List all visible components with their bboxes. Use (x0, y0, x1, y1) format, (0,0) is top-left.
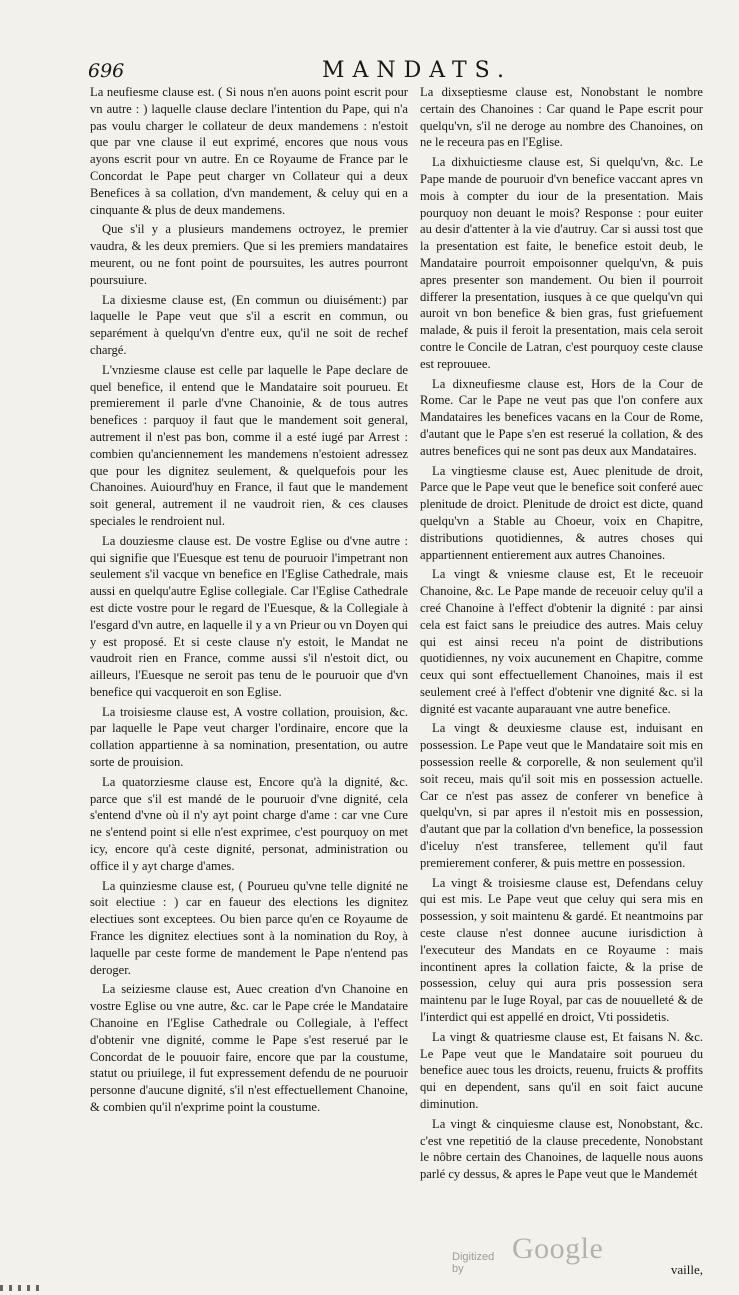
paragraph: La dixseptiesme clause est, Nonobstant le nombre certain des Chanoines : Car quand le Pape escrit pour quelqu'vn, s'il ne deroge au nombre des Chanoines, on ne le receura pas en l'Eglise. (420, 85, 703, 150)
left-column (90, 84, 408, 1119)
google-logo: Google (512, 1232, 604, 1265)
paragraph: L'vnziesme clause est celle par laquelle le Pape declare de quel benefice, il entend que le Mandataire soit pourueu. Et premierement il parle d'vne Chanoinie, & de tous autres benefices : parquoy il faut que le mandement soit general, autrement il n'est pas bon, comme il a esté iugé par Arrest : combien qu'anciennement les mandemens n'estoient adressez que pour les dignitez seulement, & quelquefois pour les Chanoines. Auiourd'huy en France, il faut que le mandement soit general, autrement il ne vaudroit rien, & ces clauses speciales le rendroient nul. (90, 362, 408, 528)
paragraph: La dixhuictiesme clause est, Si quelqu'vn, &c. Le Pape mande de pouruoir d'vn benefice vaccant apres vn mois à compter du iour de la presentation. Mais pourquoy non deuant le mois? Response : pour euiter au desir d'attenter à la vie d'autruy. Car si aussi tost que la presentation est faite, le benefice estoit deub, le Mandataire pourroit empoisonner quelqu'vn, & puis apres presenter son mandement. Ou bien il pourroit differer la presentation, iusques à ce que quelqu'vn qui auroit vn bon benefice & bien gras, fust griefuement malade, & puis il feroit la presentation, mais cela seroit contre le Concile de Latran, c'est pourquoy ceste clause est reprouuee. (420, 155, 703, 371)
paragraph: La quinziesme clause est, ( Pourueu qu'vne telle dignité ne soit electiue : ) car en faueur des elections les dignitez electiues sont exceptees. Ou bien parce qu'en ce Royaume de France les dignitez electiues sont à la nomination du Roy, à laquelle par ceste forme de mandement le Pape n'entend pas deroger. (90, 878, 408, 977)
paragraph: La quatorziesme clause est, Encore qu'à la dignité, &c. parce que s'il est mandé de le pouruoir d'vne dignité, cela s'entend d'vne où il n'y ayt point charge d'ame : car vne Cure ne s'entend point si elle n'est exprimee, c'est pourquoy on met icy, encore qu'à ceste dignité, personat, administration ou office il y ayt charge d'ames. (90, 774, 408, 873)
paragraph: La vingt & vniesme clause est, Et le receuoir Chanoine, &c. Le Pape mande de receuoir celuy qu'il a creé Chanoine à l'effect d'obtenir la dignité : par ainsi cela est faict sans le preiudice des autres. Mais celuy qui est ainsi receu n'a point de distributions quotidiennes, ny voix aucunement en Chapitre, comme ceux qui sont effectuellement Chanoines, mais il est seulement creé à l'effect d'obtenir vne dignité &c. si la dignité est vacante auparauant vne autre benefice. (420, 567, 703, 716)
paragraph: La troisiesme clause est, A vostre collation, prouision, &c. par laquelle le Pape veut charger l'ordinaire, encore que la collation appartienne à sa nomination, presentation, ou autre sorte de prouision. (90, 704, 408, 770)
paragraph: La vingt & deuxiesme clause est, induisant en possession. Le Pape veut que le Mandataire soit mis en possession reelle & corporelle, & non seulement qu'il soit receu, mais qu'il soit mis en possession actuelle. Car ce n'est pas assez de conferer vn benefice à quelqu'vn, si par apres il n'estoit mis en possession, d'autant que par la collation d'vn benefice, la possession d'iceluy n'est transferee, tellement qu'il faut premierement conferer, & puis mettre en possession. (420, 721, 703, 870)
running-head: MANDATS. (322, 58, 512, 83)
paragraph: Que s'il y a plusieurs mandemens octroyez, le premier vaudra, & les deux premiers. Que si les premiers mandataires meurent, ou ne font point de poursuites, les autres pourront poursuiure. (90, 222, 408, 287)
paragraph: La neufiesme clause est. ( Si nous n'en auons point escrit pour vn autre : ) laquelle clause declare l'intention du Pape, qui n'a pas voulu charger le collateur de deux mandemens : n'estoit que par vne clause il eut exprimé, encores que nous vous ayons escrit pour vn autre. En ce Royaume de France par le Concordat le Pape peut charger vn Collateur qui a deux Benefices à sa collation, d'vn mandement, & celuy qui en a cinquante & plus de deux mandemens. (90, 85, 408, 217)
right-column (420, 84, 703, 1186)
catchword: vaille, (670, 1262, 703, 1277)
watermark-prefix: Digitized by (452, 1251, 495, 1275)
paragraph: La vingtiesme clause est, Auec plenitude de droit, Parce que le Pape veut que le benefice soit conferé auec plenitude de droict. Plenitude de droict est dicte, quand quelqu'vn a Stable au Choeur, voix en Chapitre, distributions quotidiennes, & autres choses qui appartiennent entierement aux autres Chanoines. (420, 463, 703, 562)
paragraph: La vingt & cinquiesme clause est, Nonobstant, &c. c'est vne repetitió de la clause precedente, Nonobstant le nôbre certain des Chanoines, de laquelle nous auons parlé cy dessus, & apres le Pape veut que le Mandemét (420, 1116, 703, 1182)
paragraph: La douziesme clause est. De vostre Eglise ou d'vne autre : qui signifie que l'Euesque est tenu de pouruoir l'impetrant non seulement s'il vacque vn benefice en l'Eglise Cathedrale, mais aussi en quelqu'autre Eglise collegiale. Car l'Eglise Cathedrale est dicte vostre pour le regard de l'Euesque, & la Collegiale à l'esgard d'vn autre, en laquelle il y a vn Prieur ou vn Doyen qui y est proposé. Et si ceste clause n'y estoit, le Mandat ne vaudroit rien en France, comme aussi s'il n'estoit dict, ou ailleurs, l'Euesque ne seroit pas tenu de le pouruoir que d'vn benefice qui vacqueroit en son Eglise. (90, 533, 408, 699)
page-number: 696 (88, 60, 125, 82)
paragraph: La vingt & quatriesme clause est, Et faisans N. &c. Le Pape veut que le Mandataire soit pourueu du benefice auec tous les droicts, reuenu, fruicts & proffits qui en dependent, sans qu'il en soit faict aucune diminution. (420, 1029, 703, 1112)
paragraph: La seiziesme clause est, Auec creation d'vn Chanoine en vostre Eglise ou vne autre, &c. car le Pape crée le Mandataire Chanoine en l'Eglise Cathedrale ou Collegiale, à l'effect d'obtenir vne dignité, comme le Pape s'est reserué par le Concordat de le pouuoir faire, encore que par la coustume, statut ou priuilege, il fut expressement defendu de ne pouruoir personne d'aucune dignité, s'il n'est effectuellement Chanoine, & combien qu'il n'exprime point la coustume. (90, 982, 408, 1115)
page-edge-marks (0, 1276, 80, 1282)
paragraph: La dixneufiesme clause est, Hors de la Cour de Rome. Car le Pape ne veut pas que l'on confere aux Mandataires les benefices vacans en la Cour de Rome, d'autant que le Pape s'en est reserué la collation, & des autres benefices qui ne sont pas deux aux Mandataires. (420, 376, 703, 458)
paragraph: La vingt & troisiesme clause est, Defendans celuy qui est mis. Le Pape veut que celuy qui sera mis en possession, y soit maintenu & gardé. Et neantmoins par ceste clause n'est donnee aucune iurisdiction à l'executeur des Mandats en ce Royaume : mais incontinent apres la collation faicte, & la prise de possession, celuy qui aura pris possession sera maintenu par le Iuge Royal, par cas de nouuelleté & de l'interdict qui est appellé en droict, Vti possidetis. (420, 875, 703, 1025)
paragraph: La dixiesme clause est, (En commun ou diuisément:) par laquelle le Pape veut que s'il a escrit en commun, ou separément à quelqu'vn d'entre eux, qu'il ne soit de rechef chargé. (90, 292, 408, 357)
